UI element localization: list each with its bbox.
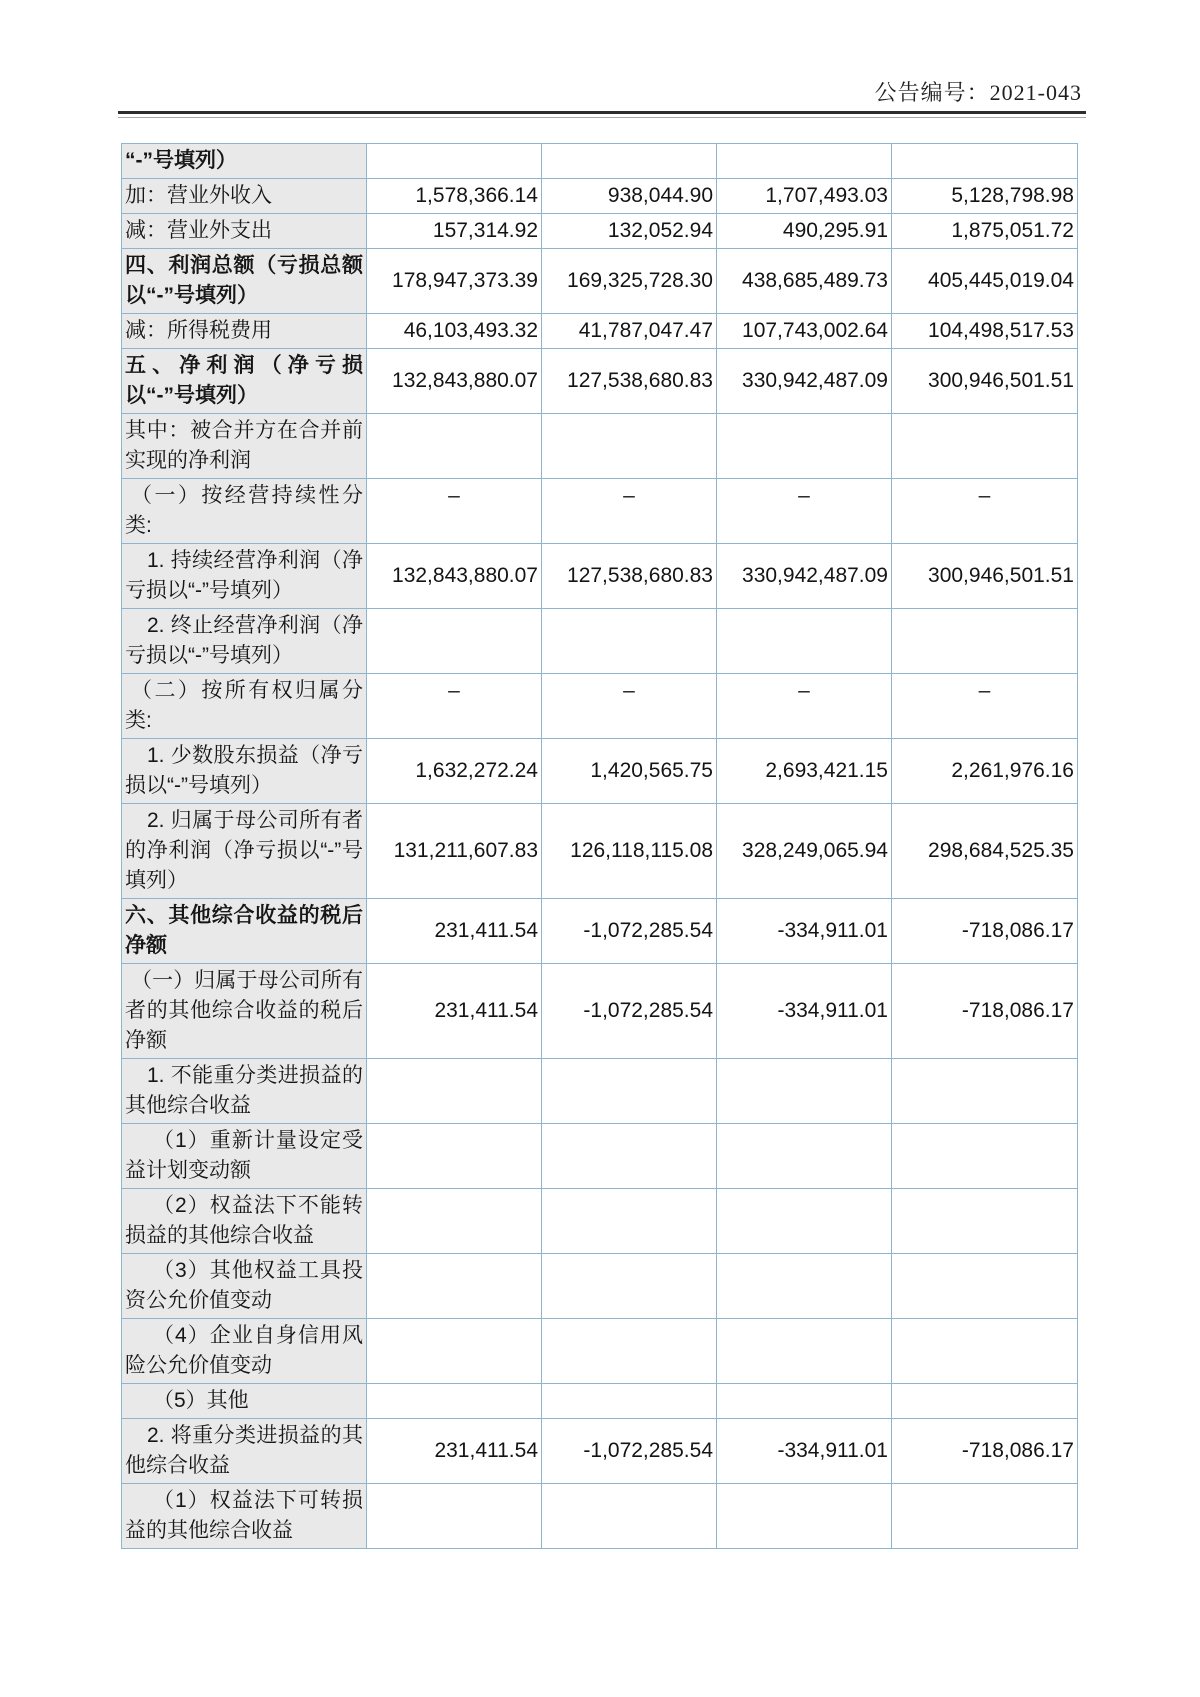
row-label: 五、净利润（净亏损以“-”号填列） [122, 349, 367, 414]
value-cell [892, 1484, 1078, 1549]
table-row [122, 314, 1078, 349]
value-cell: 2,693,421.15 [717, 739, 892, 804]
value-cell [542, 1059, 717, 1124]
value-cell: 405,445,019.04 [892, 249, 1078, 314]
table-row [122, 1059, 1078, 1124]
row-label: （1）重新计量设定受益计划变动额 [122, 1124, 367, 1189]
row-label: （3）其他权益工具投资公允价值变动 [122, 1254, 367, 1319]
value-cell: 231,411.54 [367, 964, 542, 1059]
row-label: （5）其他 [122, 1384, 367, 1419]
value-cell: 298,684,525.35 [892, 804, 1078, 899]
value-cell: -718,086.17 [892, 899, 1078, 964]
value-cell: 2,261,976.16 [892, 739, 1078, 804]
value-cell: – [367, 674, 542, 739]
value-cell: 231,411.54 [367, 899, 542, 964]
value-cell: 127,538,680.83 [542, 544, 717, 609]
row-label: 1. 持续经营净利润（净亏损以“-”号填列） [122, 544, 367, 609]
value-cell: 107,743,002.64 [717, 314, 892, 349]
value-cell: 104,498,517.53 [892, 314, 1078, 349]
table-row [122, 804, 1078, 899]
value-cell [542, 1254, 717, 1319]
table-row [122, 739, 1078, 804]
value-cell [717, 1384, 892, 1419]
table-row [122, 214, 1078, 249]
income-statement-table [121, 143, 1078, 1549]
table-row [122, 179, 1078, 214]
value-cell [367, 1319, 542, 1384]
row-label: （一）归属于母公司所有者的其他综合收益的税后净额 [122, 964, 367, 1059]
row-label: （一）按经营持续性分类: [122, 479, 367, 544]
value-cell: -334,911.01 [717, 964, 892, 1059]
value-cell: 1,578,366.14 [367, 179, 542, 214]
value-cell: 126,118,115.08 [542, 804, 717, 899]
value-cell: 169,325,728.30 [542, 249, 717, 314]
value-cell [892, 1319, 1078, 1384]
row-label: 减：营业外支出 [122, 214, 367, 249]
row-label: 2. 将重分类进损益的其他综合收益 [122, 1419, 367, 1484]
value-cell: 5,128,798.98 [892, 179, 1078, 214]
value-cell: 132,843,880.07 [367, 349, 542, 414]
value-cell: 1,875,051.72 [892, 214, 1078, 249]
value-cell: 127,538,680.83 [542, 349, 717, 414]
value-cell [542, 609, 717, 674]
value-cell: 490,295.91 [717, 214, 892, 249]
table-row [122, 249, 1078, 314]
value-cell [717, 1319, 892, 1384]
value-cell [717, 1059, 892, 1124]
table-row [122, 674, 1078, 739]
table-row [122, 1484, 1078, 1549]
value-cell [367, 1189, 542, 1254]
value-cell: 178,947,373.39 [367, 249, 542, 314]
value-cell [892, 1059, 1078, 1124]
value-cell [892, 609, 1078, 674]
value-cell: -1,072,285.54 [542, 964, 717, 1059]
value-cell: 438,685,489.73 [717, 249, 892, 314]
table-row [122, 964, 1078, 1059]
row-label: 六、其他综合收益的税后净额 [122, 899, 367, 964]
row-label: 2. 终止经营净利润（净亏损以“-”号填列） [122, 609, 367, 674]
row-label: （2）权益法下不能转损益的其他综合收益 [122, 1189, 367, 1254]
value-cell [542, 414, 717, 479]
value-cell: – [892, 479, 1078, 544]
table-row [122, 144, 1078, 179]
value-cell: 330,942,487.09 [717, 349, 892, 414]
value-cell [717, 414, 892, 479]
row-label: （4）企业自身信用风险公允价值变动 [122, 1319, 367, 1384]
announcement-number: 公告编号：2021-043 [874, 80, 1082, 105]
value-cell [892, 1254, 1078, 1319]
row-label: “-”号填列） [122, 144, 367, 179]
value-cell [367, 609, 542, 674]
value-cell [542, 1124, 717, 1189]
value-cell: -718,086.17 [892, 1419, 1078, 1484]
value-cell [892, 1189, 1078, 1254]
value-cell [717, 1189, 892, 1254]
header-rule-thick [118, 111, 1086, 114]
value-cell: 938,044.90 [542, 179, 717, 214]
value-cell: 41,787,047.47 [542, 314, 717, 349]
table-row [122, 414, 1078, 479]
value-cell: 330,942,487.09 [717, 544, 892, 609]
value-cell: 46,103,493.32 [367, 314, 542, 349]
value-cell: -334,911.01 [717, 1419, 892, 1484]
value-cell: 131,211,607.83 [367, 804, 542, 899]
value-cell [717, 1254, 892, 1319]
value-cell: – [542, 479, 717, 544]
value-cell: -718,086.17 [892, 964, 1078, 1059]
value-cell [717, 1124, 892, 1189]
table-row [122, 544, 1078, 609]
value-cell: 328,249,065.94 [717, 804, 892, 899]
row-label: 1. 不能重分类进损益的其他综合收益 [122, 1059, 367, 1124]
row-label: 加：营业外收入 [122, 179, 367, 214]
value-cell [892, 1124, 1078, 1189]
value-cell: 1,632,272.24 [367, 739, 542, 804]
value-cell: 300,946,501.51 [892, 544, 1078, 609]
value-cell [367, 1124, 542, 1189]
value-cell: -1,072,285.54 [542, 1419, 717, 1484]
value-cell [367, 1059, 542, 1124]
value-cell [367, 1384, 542, 1419]
table-row [122, 1189, 1078, 1254]
row-label: 四、利润总额（亏损总额以“-”号填列） [122, 249, 367, 314]
value-cell [717, 609, 892, 674]
table-row [122, 1384, 1078, 1419]
value-cell: 1,420,565.75 [542, 739, 717, 804]
value-cell [367, 144, 542, 179]
value-cell [717, 144, 892, 179]
value-cell [542, 1189, 717, 1254]
value-cell: – [367, 479, 542, 544]
row-label: 2. 归属于母公司所有者的净利润（净亏损以“-”号填列） [122, 804, 367, 899]
value-cell [542, 144, 717, 179]
row-label: 其中：被合并方在合并前实现的净利润 [122, 414, 367, 479]
value-cell [892, 414, 1078, 479]
value-cell: 231,411.54 [367, 1419, 542, 1484]
value-cell: 132,052.94 [542, 214, 717, 249]
value-cell: 157,314.92 [367, 214, 542, 249]
value-cell [542, 1484, 717, 1549]
header-rule-thin [118, 117, 1086, 118]
value-cell [542, 1319, 717, 1384]
table-row [122, 479, 1078, 544]
value-cell: – [717, 479, 892, 544]
value-cell [542, 1384, 717, 1419]
value-cell: -334,911.01 [717, 899, 892, 964]
table-row [122, 1254, 1078, 1319]
table-row [122, 609, 1078, 674]
table-row [122, 1319, 1078, 1384]
table-row [122, 899, 1078, 964]
row-label: （二）按所有权归属分类: [122, 674, 367, 739]
value-cell [717, 1484, 892, 1549]
value-cell: 132,843,880.07 [367, 544, 542, 609]
row-label: （1）权益法下可转损益的其他综合收益 [122, 1484, 367, 1549]
value-cell: 300,946,501.51 [892, 349, 1078, 414]
value-cell: – [892, 674, 1078, 739]
value-cell [367, 1254, 542, 1319]
value-cell: – [542, 674, 717, 739]
row-label: 减：所得税费用 [122, 314, 367, 349]
value-cell: 1,707,493.03 [717, 179, 892, 214]
table-row [122, 1419, 1078, 1484]
value-cell: – [717, 674, 892, 739]
value-cell [367, 414, 542, 479]
value-cell [892, 1384, 1078, 1419]
table-row [122, 349, 1078, 414]
value-cell [367, 1484, 542, 1549]
table-row [122, 1124, 1078, 1189]
value-cell [892, 144, 1078, 179]
row-label: 1. 少数股东损益（净亏损以“-”号填列） [122, 739, 367, 804]
value-cell: -1,072,285.54 [542, 899, 717, 964]
